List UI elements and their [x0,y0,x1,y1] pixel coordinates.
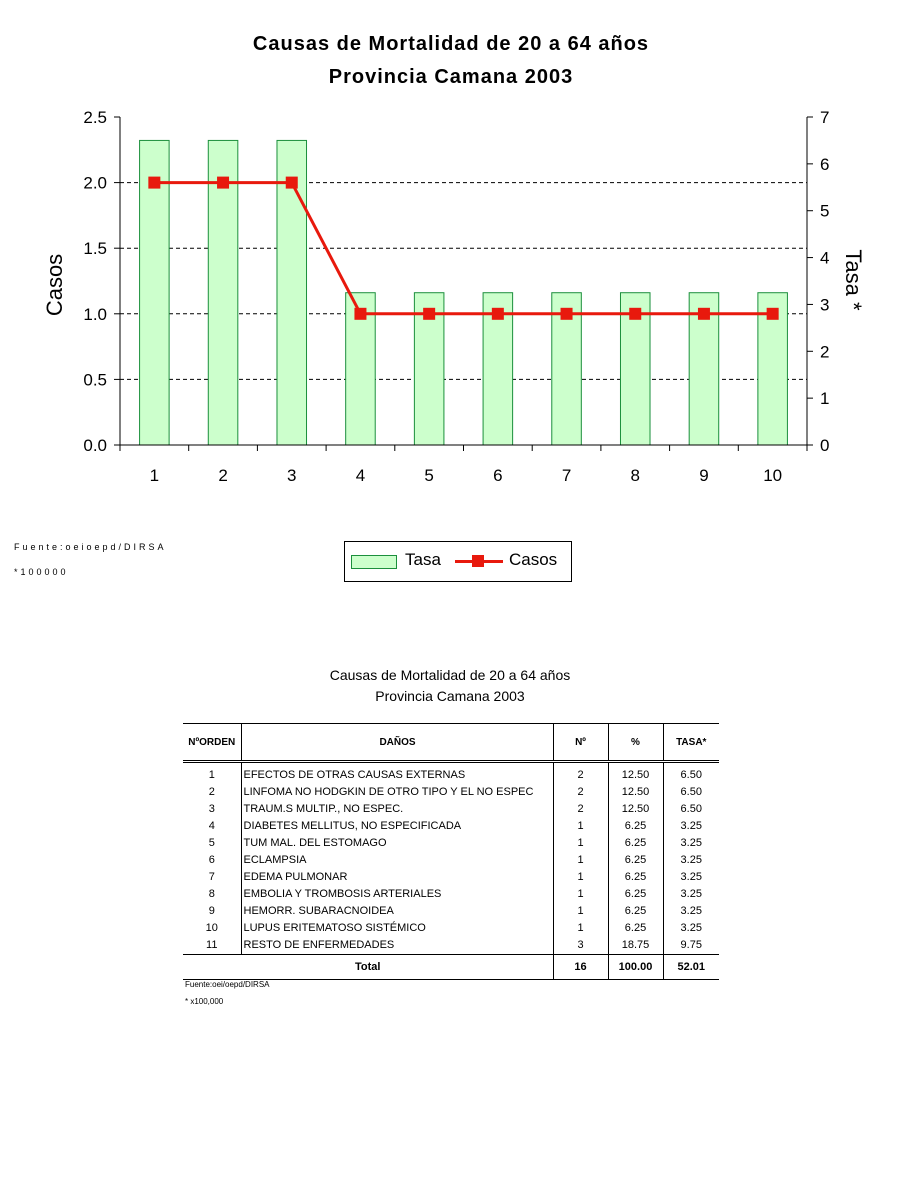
casos-marker [354,308,366,320]
row-dano: HEMORR. SUBARACNOIDEA [241,903,553,920]
row-pct: 6.25 [608,869,663,886]
row-tasa: 9.75 [663,937,719,955]
y2-tick-label: 2 [820,342,830,362]
y2-tick-label: 4 [820,248,830,268]
table-source-note: Fuente:oei/oepd/DIRSA [185,980,270,989]
casos-marker [286,177,298,189]
row-orden: 3 [208,803,215,815]
row-dano: ECLAMPSIA [241,852,553,869]
x-tick-label: 4 [355,466,366,485]
row-n: 1 [553,835,608,852]
row-orden: 9 [208,905,215,917]
row-orden: 10 [205,922,218,934]
casos-marker [629,308,641,320]
legend-tasa-swatch [351,555,397,569]
row-orden: 7 [208,871,215,883]
row-orden: 1 [208,769,215,781]
row-dano: EFECTOS DE OTRAS CAUSAS EXTERNAS [241,762,553,785]
header-tasa: TASA* [663,724,719,762]
casos-marker [492,308,504,320]
row-n: 1 [553,852,608,869]
table-row [183,937,719,955]
table-row [183,920,719,937]
y-tick-label: 2.5 [83,108,107,127]
total-tasa: 52.01 [663,955,719,980]
table-row [183,903,719,920]
row-dano: TRAUM.S MULTIP., NO ESPEC. [241,801,553,818]
y-axis-label: Casos [42,253,67,317]
row-tasa: 3.25 [663,886,719,903]
total-pct: 100.00 [608,955,663,980]
y-tick-label: 1.0 [83,304,107,324]
x-tick-label: 5 [424,466,434,485]
x-tick-label: 8 [630,466,640,485]
total-n: 16 [553,955,608,980]
row-n: 1 [553,920,608,937]
casos-marker [217,177,229,189]
table-total-row [183,955,719,980]
tasa-bars [140,140,788,445]
y2-axis-label: Tasa * [841,249,866,311]
row-tasa: 3.25 [663,920,719,937]
row-tasa: 3.25 [663,818,719,835]
chart-title: Causas de Mortalidad de 20 a 64 años [252,33,650,55]
y2-tick-label: 1 [820,389,830,409]
row-pct: 12.50 [608,801,663,818]
row-orden: 6 [208,854,215,866]
row-tasa: 3.25 [663,903,719,920]
row-pct: 6.25 [608,835,663,852]
mortality-table [183,723,719,980]
row-n: 1 [553,818,608,835]
table-row [183,784,719,801]
casos-marker [423,308,435,320]
header-n: Nº [553,724,608,762]
y-tick-label: 2.0 [83,173,107,193]
table-rate-note: * x100,000 [185,997,224,1006]
table-row [183,886,719,903]
x-tick-label: 7 [561,466,572,485]
row-tasa: 3.25 [663,835,719,852]
row-orden: 11 [206,939,218,951]
chart-subtitle: Provincia Camana 2003 [328,66,574,88]
table-row [183,852,719,869]
row-n: 1 [553,886,608,903]
row-n: 1 [553,869,608,886]
row-dano: DIABETES MELLITUS, NO ESPECIFICADA [241,818,553,835]
combo-chart [0,0,900,520]
casos-marker [561,308,573,320]
y2-tick-label: 0 [820,436,830,455]
row-dano: LUPUS ERITEMATOSO SISTÉMICO [241,920,553,937]
x-tick-label: 2 [218,466,228,485]
y-tick-label: 1.5 [83,239,107,259]
table-header-row [183,724,719,762]
chart-source-note: Fuente:oeioepd/DIRSA [14,542,167,552]
y-tick-label: 0.0 [83,436,107,455]
casos-marker [148,177,160,189]
casos-marker [698,308,710,320]
x-tick-label: 9 [699,466,709,485]
row-tasa: 3.25 [663,852,719,869]
y2-tick-label: 5 [820,201,830,221]
row-pct: 6.25 [608,920,663,937]
row-orden: 2 [208,786,215,798]
row-dano: TUM MAL. DEL ESTOMAGO [241,835,553,852]
table-row [183,762,719,785]
x-tick-label: 10 [763,466,783,485]
legend-tasa-label: Tasa [405,550,441,569]
table-row [183,869,719,886]
table-row [183,801,719,818]
row-dano: RESTO DE ENFERMEDADES [241,937,553,955]
row-n: 3 [553,937,608,955]
chart-legend [344,541,572,582]
table-title: Causas de Mortalidad de 20 a 64 años [329,667,571,683]
row-tasa: 6.50 [663,762,719,785]
row-dano: EDEMA PULMONAR [241,869,553,886]
x-tick-label: 6 [493,466,503,485]
row-tasa: 3.25 [663,869,719,886]
row-orden: 4 [208,820,215,832]
x-tick-label: 3 [287,466,297,485]
row-pct: 6.25 [608,852,663,869]
row-dano: LINFOMA NO HODGKIN DE OTRO TIPO Y EL NO ESPEC [241,784,553,801]
total-label: Total [183,955,553,980]
y2-tick-label: 3 [820,295,830,315]
y2-tick-label: 7 [820,108,830,127]
row-pct: 6.25 [608,818,663,835]
row-tasa: 6.50 [663,801,719,818]
header-orden: NºORDEN [183,724,241,762]
legend-casos-marker [472,555,484,567]
table-row [183,835,719,852]
header-pct: % [608,724,663,762]
row-n: 1 [553,903,608,920]
row-n: 2 [553,801,608,818]
legend-casos-label: Casos [509,550,558,569]
x-tick-label: 1 [149,466,160,485]
row-orden: 8 [208,888,215,900]
row-pct: 12.50 [608,784,663,801]
row-pct: 6.25 [608,886,663,903]
y-tick-label: 0.5 [83,370,107,390]
row-tasa: 6.50 [663,784,719,801]
row-orden: 5 [208,837,215,849]
table-row [183,818,719,835]
row-pct: 12.50 [608,762,663,785]
header-danos: DAÑOS [241,724,553,762]
row-n: 2 [553,784,608,801]
row-n: 2 [553,762,608,785]
y2-tick-label: 6 [820,154,830,174]
table-subtitle: Provincia Camana 2003 [375,688,525,704]
chart-rate-note: *100000 [14,567,69,577]
row-pct: 6.25 [608,903,663,920]
casos-marker [767,308,779,320]
row-dano: EMBOLIA Y TROMBOSIS ARTERIALES [241,886,553,903]
row-pct: 18.75 [608,937,663,955]
